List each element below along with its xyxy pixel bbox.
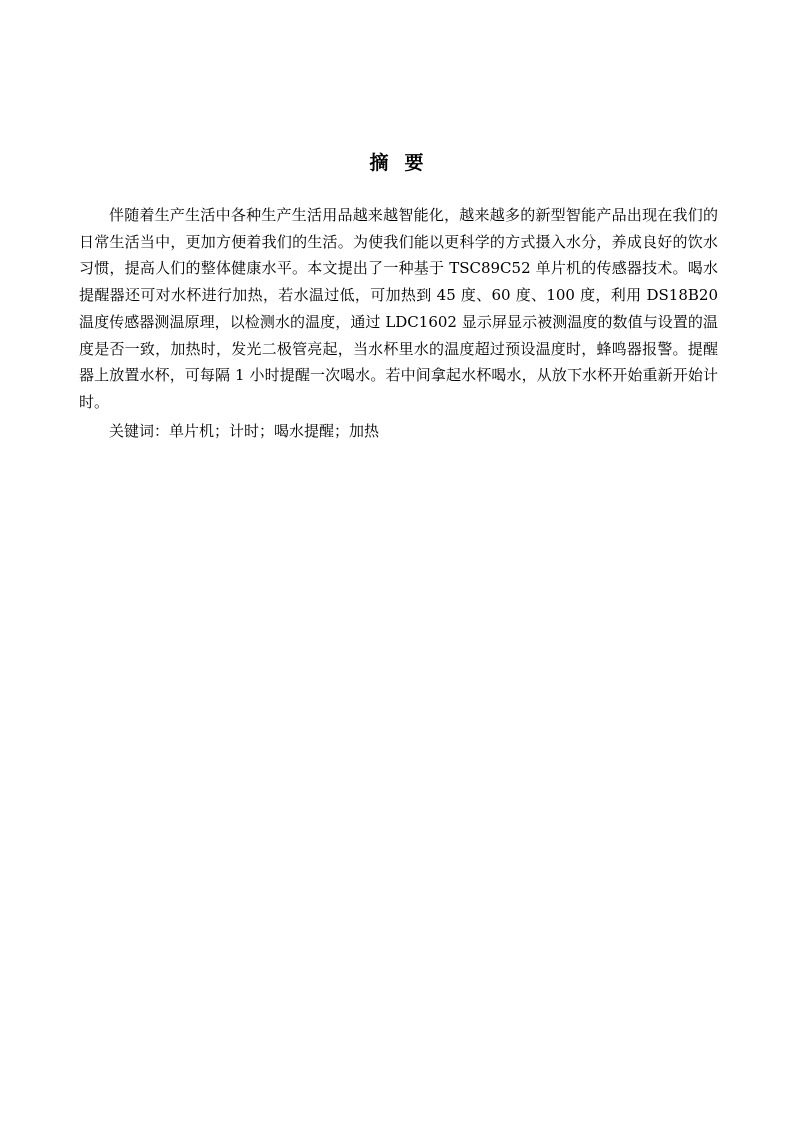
abstract-title: 摘要 — [369, 152, 440, 174]
keywords-line: 关键词：单片机；计时；喝水提醒；加热 — [109, 422, 380, 440]
abstract-paragraph: 伴随着生产生活中各种生产生活用品越来越智能化，越来越多的新型智能产品出现在我们的日常生活当中，更加方便着我们的生活。为使我们能以更科学的方式摄入水分，养成良好的饮水习惯，提高人们的整体健康水平。本文提出了一种基于 TSC89C52 单片机的传感器技术。喝水提醒器还可对水杯进行加热，若水温过低，可加热到 45 度、60 度、100 度，利用 DS18B20 温度传感器测温原理，以检测水的温度，通过 LDC1602 显示屏显示被测温度的数值与设置的温度是否一致，加热时，发光二极管亮起，当水杯里水的温度超过预设温度时，蜂鸣器报警。提醒器上放置水杯，可每隔 1 小时提醒一次喝水。若中间拿起水杯喝水，从放下水杯开始重新开始计时。 — [79, 206, 718, 411]
